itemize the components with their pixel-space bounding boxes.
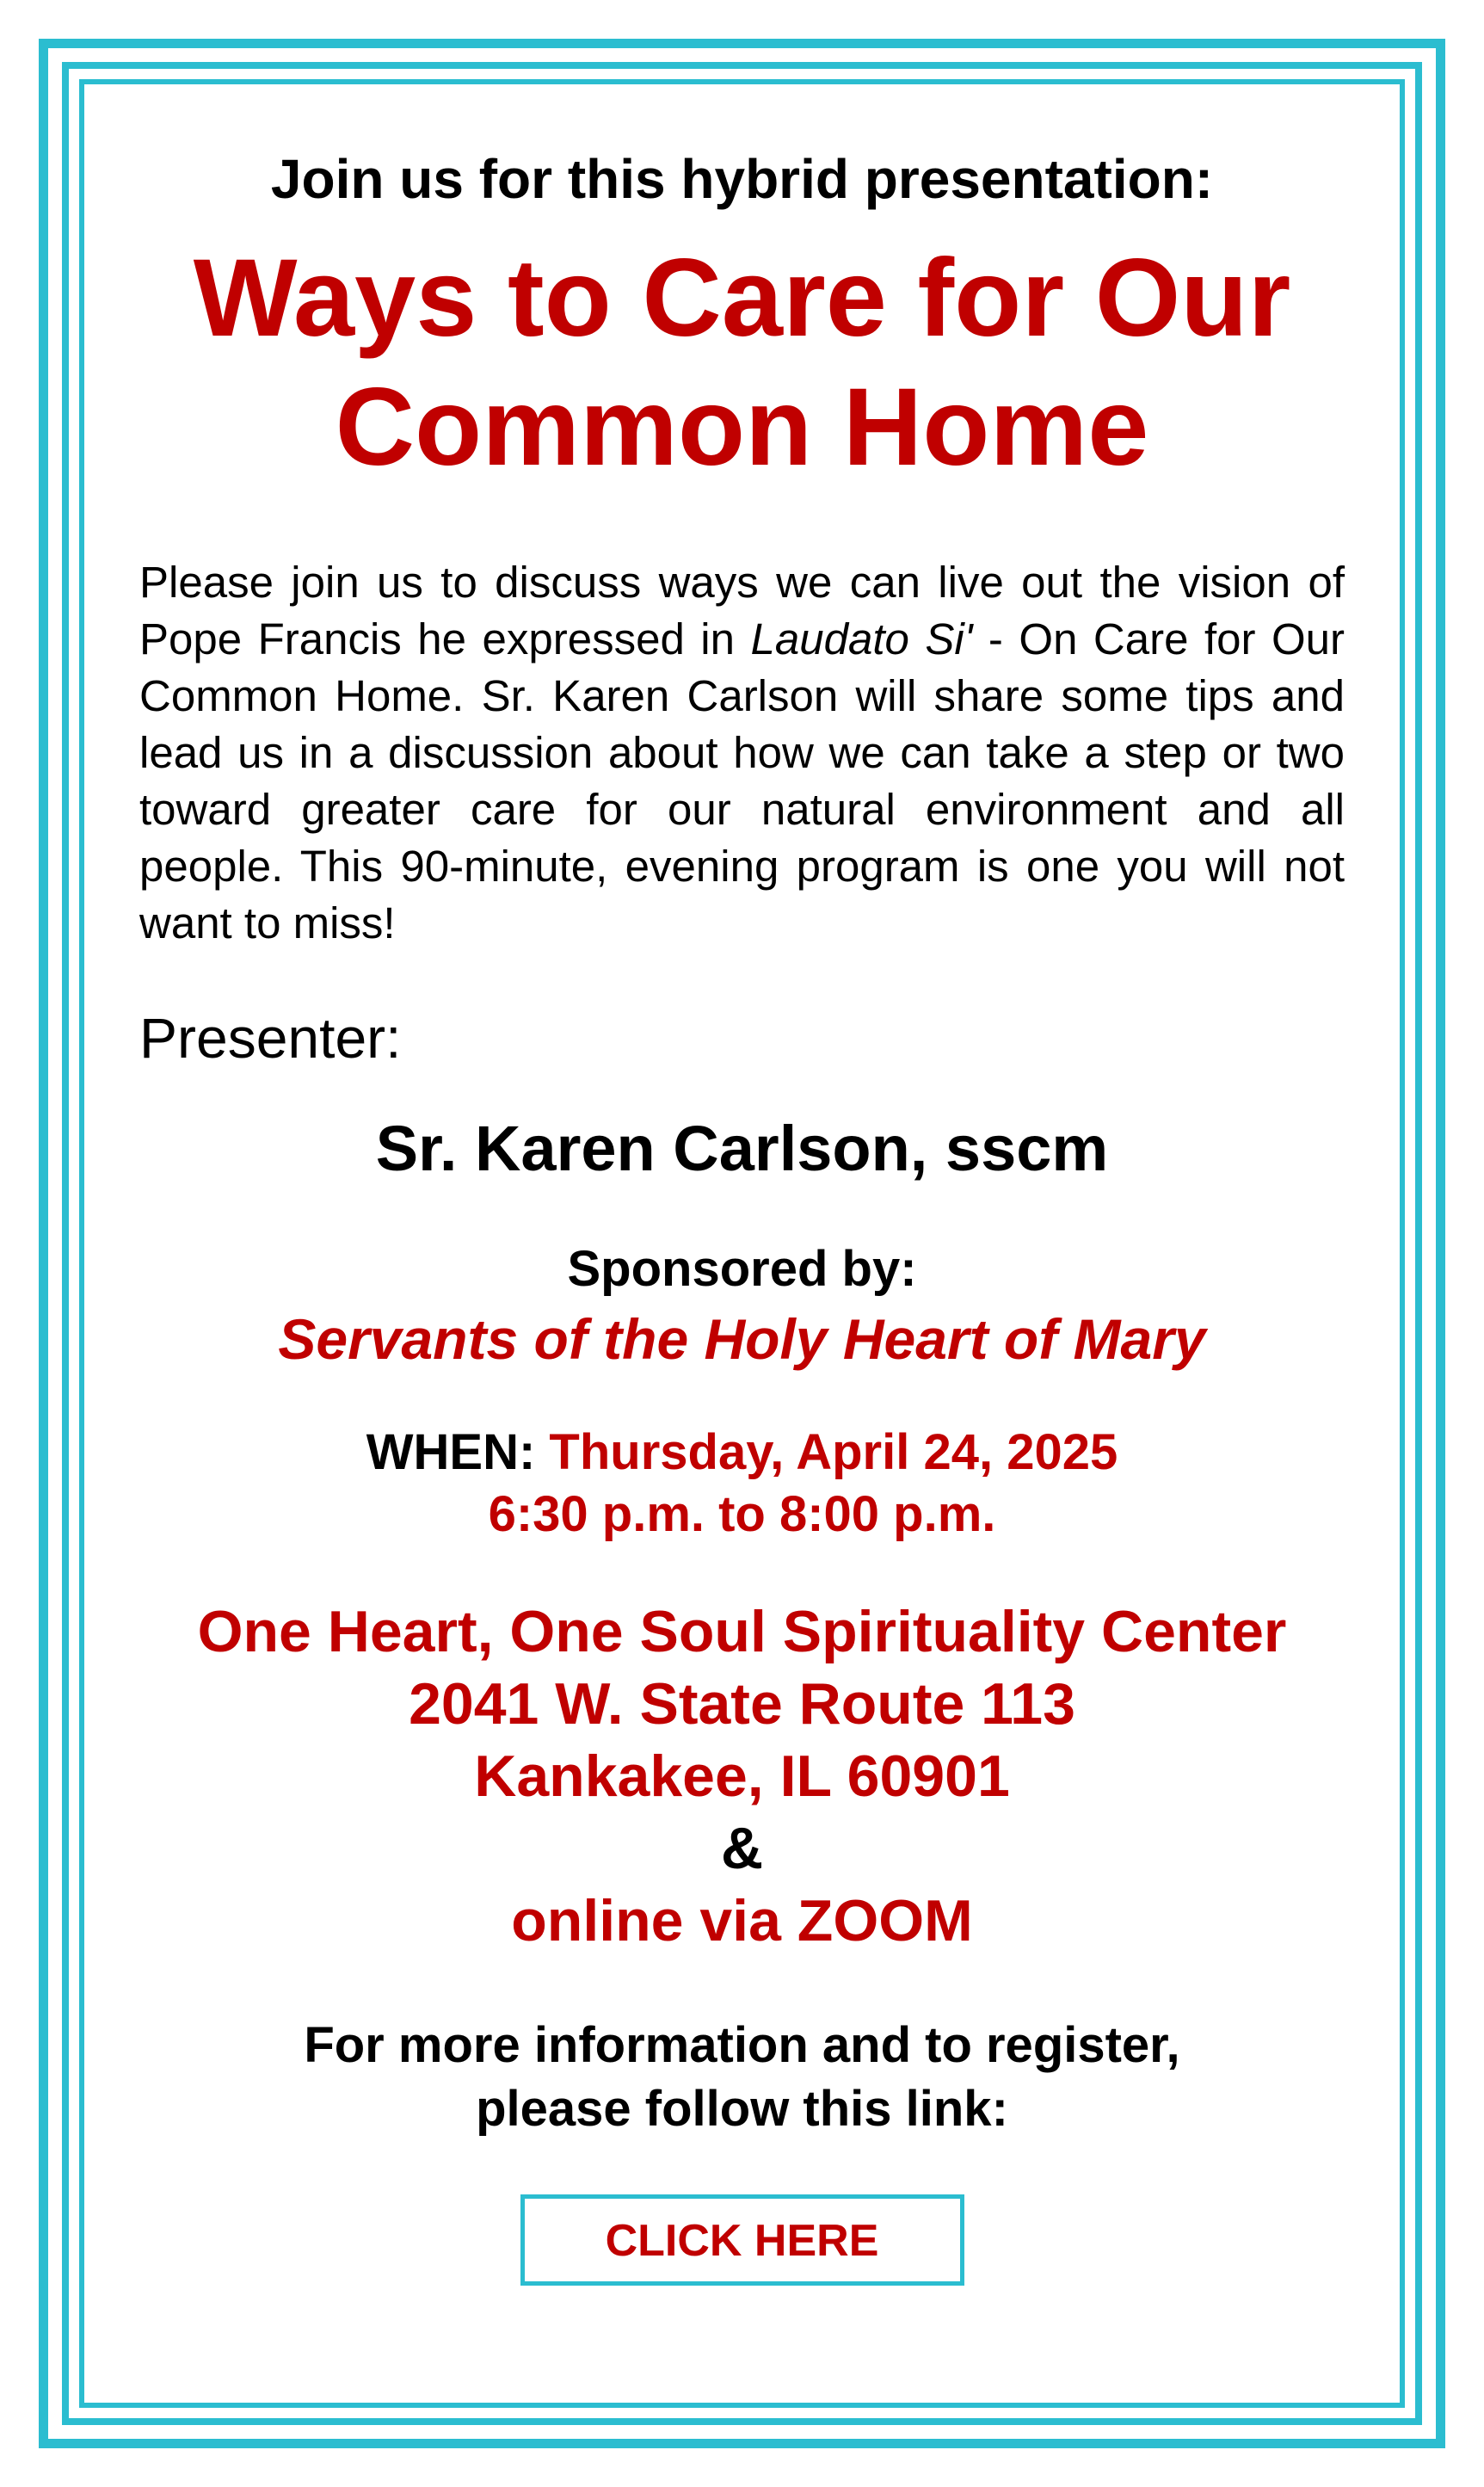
- presenter-label: Presenter:: [139, 1006, 402, 1070]
- event-location: [139, 1595, 1345, 1957]
- info-line-1: For more information and to register,: [304, 2017, 1180, 2073]
- click-here-button[interactable]: CLICK HERE: [520, 2194, 964, 2286]
- sponsor-name: Servants of the Holy Heart of Mary: [278, 1307, 1206, 1371]
- description-part-2: - On Care for Our Common Home. Sr. Karen Carlson will share some tips and lead us in a discussion about how we can take a step or two toward greater care for our natural environment and all people. This 90-minute, evening program is one you will not want to miss!: [139, 614, 1345, 947]
- when-label: WHEN:: [366, 1424, 536, 1480]
- title-line-1: Ways to Care for Our: [193, 237, 1291, 360]
- event-description: [139, 554, 1345, 952]
- intro-heading: Join us for this hybrid presentation:: [270, 148, 1214, 210]
- flyer-content: [139, 145, 1345, 2286]
- presenter-name: Sr. Karen Carlson, sscm: [375, 1113, 1109, 1184]
- title-line-2: Common Home: [335, 366, 1149, 489]
- when-date: Thursday, April 24, 2025: [549, 1424, 1118, 1480]
- when-time: 6:30 p.m. to 8:00 p.m.: [488, 1486, 996, 1542]
- description-italic-title: Laudato Si': [750, 614, 973, 663]
- location-name: One Heart, One Soul Spirituality Center: [197, 1599, 1287, 1664]
- info-line-2: please follow this link:: [476, 2081, 1008, 2137]
- description-part-1: Please join us to discuss ways we can live out the vision of Pope Francis he expressed in: [139, 558, 1345, 663]
- location-street: 2041 W. State Route 113: [409, 1671, 1075, 1737]
- event-when: [139, 1422, 1345, 1546]
- register-info: [139, 2014, 1345, 2141]
- event-title: [139, 234, 1345, 492]
- location-city: Kankakee, IL 60901: [474, 1743, 1010, 1809]
- location-online: online via ZOOM: [511, 1888, 973, 1953]
- location-ampersand: &: [720, 1816, 764, 1881]
- sponsor-label: Sponsored by:: [567, 1241, 917, 1297]
